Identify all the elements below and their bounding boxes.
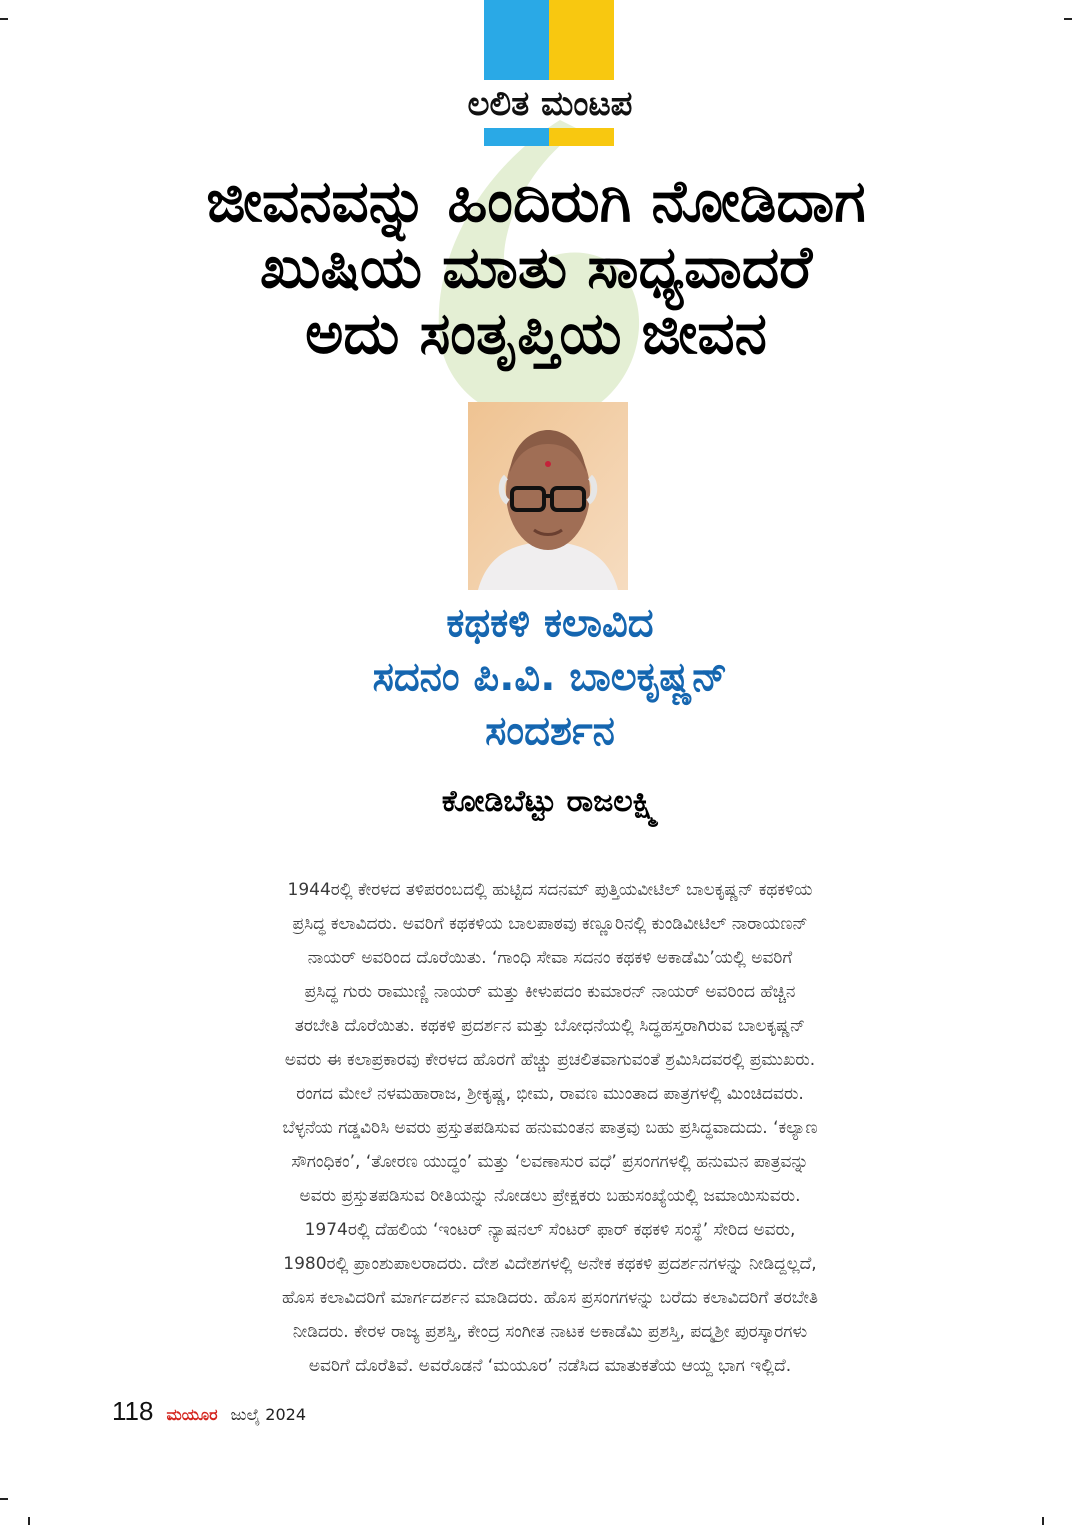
issue-date: ಜುಲೈ 2024 <box>230 1405 307 1424</box>
intro-line: ರಂಗದ ಮೇಲೆ ನಳಮಹಾರಾಜ, ಶ್ರೀಕೃಷ್ಣ, ಭೀಮ, ರಾವಣ ಮುಂತಾದ ಪಾತ್ರಗಳಲ್ಲಿ ಮಿಂಚಿದವರು. <box>296 1084 804 1104</box>
crop-mark-top-right <box>1064 18 1072 20</box>
intro-line: ಪ್ರಸಿದ್ಧ ಗುರು ರಾಮುಣ್ಣಿ ನಾಯರ್ ಮತ್ತು ಕೀಳುಪದಂ ಕುಮಾರನ್ ನಾಯರ್ ಅವರಿಂದ ಹೆಚ್ಚಿನ <box>304 982 796 1002</box>
article-headline <box>60 168 1012 366</box>
section-color-bar-top <box>484 0 614 80</box>
crop-mark-bottom-center-right <box>1042 1517 1044 1525</box>
crop-mark-bottom-center-left <box>28 1517 30 1525</box>
color-bar-blue <box>484 0 549 80</box>
intro-line: ನೀಡಿದರು. ಕೇರಳ ರಾಜ್ಯ ಪ್ರಶಸ್ತಿ, ಕೇಂದ್ರ ಸಂಗೀತ ನಾಟಕ ಅಕಾಡೆಮಿ ಪ್ರಶಸ್ತಿ, ಪದ್ಮಶ್ರೀ ಪುರಸ್ಕಾರಗಳು <box>292 1322 808 1342</box>
color-bar-yellow <box>549 0 614 80</box>
section-label: ಲಲಿತ ಮಂಟಪ <box>467 84 633 124</box>
crop-mark-top-left <box>0 18 8 20</box>
intro-line: ಅವರಿಗೆ ದೊರೆತಿವೆ. ಅವರೊಡನೆ ‘ಮಯೂರ’ ನಡೆಸಿದ ಮಾತುಕತೆಯ ಆಯ್ದ ಭಾಗ ಇಲ್ಲಿದೆ. <box>308 1356 792 1376</box>
intro-line: 1980ರಲ್ಲಿ ಪ್ರಾಂಶುಪಾಲರಾದರು. ದೇಶ ವಿದೇಶಗಳಲ್ಲಿ ಅನೇಕ ಕಥಕಳಿ ಪ್ರದರ್ಶನಗಳನ್ನು ನೀಡಿದ್ದಲ್ಲದೆ, <box>283 1254 817 1274</box>
intro-line: ಅವರು ಪ್ರಸ್ತುತಪಡಿಸುವ ರೀತಿಯನ್ನು ನೋಡಲು ಪ್ರೇಕ್ಷಕರು ಬಹುಸಂಖ್ಯೆಯಲ್ಲಿ ಜಮಾಯಿಸುವರು. <box>299 1186 801 1206</box>
portrait-illustration <box>468 402 628 590</box>
section-color-bar-bottom <box>484 128 614 146</box>
page-number: 118 <box>112 1396 154 1426</box>
portrait-photo <box>468 402 628 590</box>
color-bar-blue <box>484 128 549 146</box>
subtitle-line-3: ಸಂದರ್ಶನ <box>485 708 615 754</box>
intro-line: ಸೌಗಂಧಿಕಂ’, ‘ತೋರಣ ಯುದ್ಧಂ’ ಮತ್ತು ‘ಲವಣಾಸುರ ವಧೆ’ ಪ್ರಸಂಗಗಳಲ್ಲಿ ಹನುಮನ ಪಾತ್ರವನ್ನು <box>291 1152 809 1172</box>
headline-line-2: ಖುಷಿಯ ಮಾತು ಸಾಧ್ಯವಾದರೆ <box>259 233 813 301</box>
color-bar-yellow <box>549 128 614 146</box>
magazine-logo: ಮಯೂರ <box>166 1405 218 1424</box>
author-byline: ಕೋಡಿಬೆಟ್ಟು ರಾಜಲಕ್ಷ್ಮಿ <box>441 784 659 819</box>
interview-subtitle <box>200 596 900 758</box>
subtitle-line-2: ಸದನಂ ಪಿ.ವಿ. ಬಾಲಕೃಷ್ಣನ್ <box>372 654 728 700</box>
intro-line: ಹೊಸ ಕಲಾವಿದರಿಗೆ ಮಾರ್ಗದರ್ಶನ ಮಾಡಿದರು. ಹೊಸ ಪ್ರಸಂಗಗಳನ್ನು ಬರೆದು ಕಲಾವಿದರಿಗೆ ತರಬೇತಿ <box>282 1288 818 1308</box>
subtitle-line-1: ಕಥಕಳಿ ಕಲಾವಿದ <box>446 600 654 646</box>
intro-line: ತರಬೇತಿ ದೊರೆಯಿತು. ಕಥಕಳಿ ಪ್ರದರ್ಶನ ಮತ್ತು ಬೋಧನೆಯಲ್ಲಿ ಸಿದ್ಧಹಸ್ತರಾಗಿರುವ ಬಾಲಕೃಷ್ಣನ್ <box>294 1016 806 1036</box>
intro-line: ಪ್ರಸಿದ್ಧ ಕಲಾವಿದರು. ಅವರಿಗೆ ಕಥಕಳಿಯ ಬಾಲಪಾಠವು ಕಣ್ಣೂರಿನಲ್ಲಿ ಕುಂಡಿವೀಟಿಲ್ ನಾರಾಯಣನ್ <box>292 914 808 934</box>
headline-line-1: ಜೀವನವನ್ನು ಹಿಂದಿರುಗಿ ನೋಡಿದಾಗ <box>206 167 866 235</box>
page-footer <box>112 1394 306 1428</box>
headline-line-3: ಅದು ಸಂತೃಪ್ತಿಯ ಜೀವನ <box>305 299 767 367</box>
intro-line: ನಾಯರ್ ಅವರಿಂದ ದೊರೆಯಿತು. ‘ಗಾಂಧಿ ಸೇವಾ ಸದನಂ ಕಥಕಳಿ ಅಕಾಡೆಮಿ’ಯಲ್ಲಿ ಅವರಿಗೆ <box>307 948 793 968</box>
intro-paragraph <box>104 873 996 1383</box>
intro-line: 1974ರಲ್ಲಿ ದೆಹಲಿಯ ‘ಇಂಟರ್ ನ್ಯಾಷನಲ್ ಸೆಂಟರ್ ಫಾರ್ ಕಥಕಳಿ ಸಂಸ್ಥೆ’ ಸೇರಿದ ಅವರು, <box>304 1220 796 1240</box>
intro-line: ಬೆಳ್ಳನೆಯ ಗಡ್ಡವಿರಿಸಿ ಅವರು ಪ್ರಸ್ತುತಪಡಿಸುವ ಹನುಮಂತನ ಪಾತ್ರವು ಬಹು ಪ್ರಸಿದ್ಧವಾದುದು. ‘ಕಲ್ಯಾಣ <box>282 1118 818 1138</box>
crop-mark-bottom-left <box>0 1498 8 1500</box>
intro-line: 1944ರಲ್ಲಿ ಕೇರಳದ ತಳಿಪರಂಬದಲ್ಲಿ ಹುಟ್ಟಿದ ಸದನಮ್ ಪುತ್ತಿಯವೀಟಿಲ್ ಬಾಲಕೃಷ್ಣನ್ ಕಥಕಳಿಯ <box>287 880 813 900</box>
intro-line: ಅವರು ಈ ಕಲಾಪ್ರಕಾರವು ಕೇರಳದ ಹೊರಗೆ ಹೆಚ್ಚು ಪ್ರಚಲಿತವಾಗುವಂತೆ ಶ್ರಮಿಸಿದವರಲ್ಲಿ ಪ್ರಮುಖರು. <box>284 1050 816 1070</box>
